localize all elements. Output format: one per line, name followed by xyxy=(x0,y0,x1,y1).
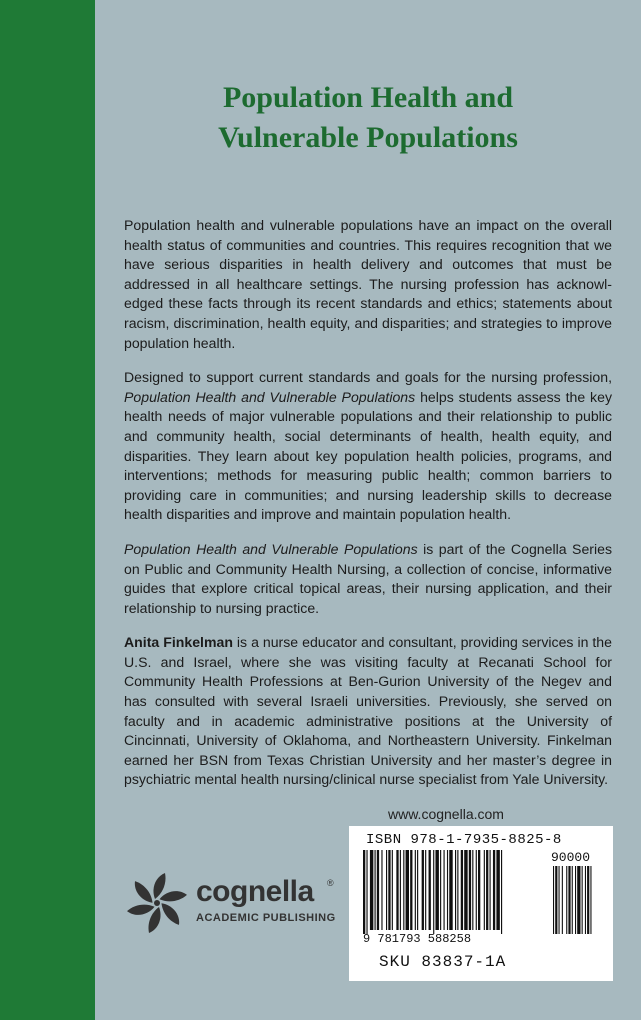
addon-bar xyxy=(572,866,573,934)
back-cover-description xyxy=(124,216,612,805)
barcode-bar xyxy=(406,850,409,930)
cognella-logo xyxy=(124,868,344,938)
barcode-bar xyxy=(381,850,382,930)
barcode-bar xyxy=(449,850,452,930)
book-title xyxy=(95,78,641,158)
barcode-bar xyxy=(425,850,426,930)
barcode-bar xyxy=(403,850,404,930)
paragraph-series xyxy=(124,540,612,618)
addon-bar xyxy=(582,866,583,934)
barcode-bar xyxy=(435,850,438,930)
barcode-bar xyxy=(486,850,488,930)
barcode-bar xyxy=(455,850,456,930)
p2-book-title: Population Health and Vulnerable Populations xyxy=(124,388,416,405)
addon-bar xyxy=(566,866,567,934)
addon-bar xyxy=(577,866,580,934)
barcode-bar xyxy=(490,850,491,930)
cognella-flower-icon xyxy=(124,870,190,936)
barcode-bar xyxy=(493,850,495,930)
author-bio-text: is a nurse educator and consultant, providing services in the U.S. and Israel, where she was visiting faculty at Recanati School for Community Health Professions at Ben-Gurion University of the Negev and has consulted with several Israeli universities. Previously, she served on faculty and in academic administrative positions at the University of Cincinnati, University of Oklahoma, and Northeastern University. Finkelman earned her BSN from Texas Christian University and her master’s degree in psychiatric mental health nursing/clinical nurse specialist from Yale University. xyxy=(124,634,612,788)
addon-bar xyxy=(585,866,586,934)
price-addon-code: 90000 xyxy=(551,850,591,865)
barcode-bar xyxy=(415,850,416,930)
barcode-bar xyxy=(396,850,398,930)
barcode-bar xyxy=(377,850,379,930)
barcode-bar xyxy=(433,850,434,934)
barcode-bar xyxy=(457,850,458,930)
spine-stripe xyxy=(0,0,95,1020)
logo-tagline: ACADEMIC PUBLISHING xyxy=(196,912,336,924)
barcode-bar xyxy=(388,850,390,930)
isbn-text: ISBN 978-1-7935-8825-8 xyxy=(366,832,562,848)
barcode-bar xyxy=(501,850,502,934)
barcode-bar xyxy=(363,850,365,934)
barcode-bar xyxy=(400,850,401,930)
barcode-bar xyxy=(370,850,373,930)
p2-rest: helps students assess the key health needs of major vulnerable populations and their relationship to public and community health, social determinants of health, health equity, and disparities. They learn about key population health policies, programs, and interventions; methods for measuring public health; common barriers to providing care in communities; and nursing leadership skills to decrease health disparities and improve and maintain population health. xyxy=(124,388,612,523)
barcode-bar xyxy=(496,850,499,930)
addon-bar xyxy=(559,866,560,934)
registered-mark: ® xyxy=(327,878,334,888)
p2-intro: Designed to support current standards and goals for the nursing profession, xyxy=(124,369,612,386)
barcode-bar xyxy=(392,850,393,930)
title-line-2: Vulnerable Populations xyxy=(218,121,518,154)
barcode-bar xyxy=(386,850,387,930)
logo-wordmark: cognella xyxy=(196,875,314,908)
barcode-bar xyxy=(484,850,485,930)
barcode-bar xyxy=(478,850,480,930)
barcode-bar xyxy=(472,850,473,930)
publisher-url: www.cognella.com xyxy=(388,806,504,822)
addon-bar xyxy=(575,866,576,934)
barcode-bar xyxy=(410,850,412,930)
paragraph-overview: Population health and vulnerable populations have an impact on the overall health status of communities and countries. This requires recognition that we have serious disparities in health delivery and outcomes that must be addressed in all healthcare settings. The nursing profession has acknowledged these facts through its recent standards and ethics; statements about racism, discrimination, health equity, and disparities; and strategies to improve population health. xyxy=(124,217,612,351)
barcode-bar xyxy=(440,850,441,930)
paragraph-purpose xyxy=(124,368,612,525)
barcode-bar xyxy=(469,850,471,930)
barcode-bar xyxy=(476,850,477,930)
addon-bar xyxy=(562,866,563,934)
barcode-panel xyxy=(349,826,613,981)
author-name: Anita Finkelman xyxy=(124,634,233,651)
addon-bar xyxy=(568,866,570,934)
barcode-bar xyxy=(429,850,431,930)
barcode-bar xyxy=(375,850,376,930)
sku-text: SKU 83837-1A xyxy=(379,953,507,971)
barcode-digits: 9 781793 588258 xyxy=(363,932,472,946)
barcode-bar xyxy=(366,850,367,934)
paragraph-author-bio xyxy=(124,633,612,790)
barcode-bar xyxy=(444,850,445,930)
title-line-1: Population Health and xyxy=(222,81,514,114)
addon-bar xyxy=(553,866,554,934)
p3-book-title: Population Health and Vulnerable Populations xyxy=(124,540,418,557)
barcode-bar xyxy=(417,850,418,930)
p3-rest: is part of the Cognella Series on Public and Community Health Nursing, a collection of concise, informative guides that explore critical topical areas, their nursing application, and their relationship to nursing practice. xyxy=(124,540,613,616)
barcode-bar xyxy=(461,850,463,930)
addon-bar xyxy=(587,866,589,934)
barcode-bar xyxy=(422,850,424,930)
addon-bar xyxy=(590,866,591,934)
addon-bar xyxy=(555,866,557,934)
barcode-bar xyxy=(464,850,467,930)
barcode-bar xyxy=(447,850,448,930)
